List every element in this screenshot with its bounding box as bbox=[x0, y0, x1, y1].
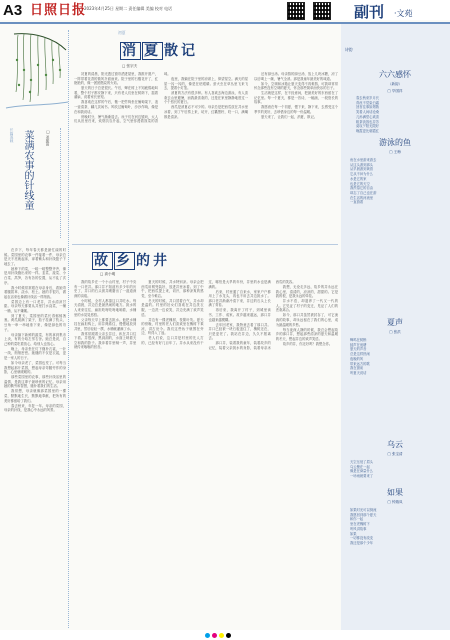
poem-line: 天空压低了眉头 bbox=[350, 460, 374, 464]
willow-illustration bbox=[4, 30, 70, 110]
left-column-body: 在乡下，每年春天都是最忙碌的时候。菜园里的农事一件接着一件，母亲总是天不亮就起床，拿着锄头和针线篮子下地去了。 她种下的菜，一畦一畦整整齐齐，像是用针线缝出来的一样。韭菜、菠菜、小白菜、莴笋，各有各的位置，从不乱了次序。 我小时候常常跟在母亲身后，看她弯着腰拔草、浇水、松土。她的手很巧，做起农活来也像做针线活一样细致。 菜园边上有一口老井，井水清凉甘甜。母亲每天都要从井里打水浇菜，一桶一桶，从不嫌累。 到了夏天，菜园里的菜长得郁郁葱葱。黄瓜爬满了架子，茄子挂满了枝头，豆角一串一串地垂下来，像是绿色的帘子。 母亲摘下新鲜的蔬菜，有的拿到集市上卖，有的分给左邻右舍。她总是说，自己种的菜吃着放心，给别人也放心。 晚上，母亲坐在灯下缝补衣裳，一针一线，细细密密。她缝的不仅是衣裳，更是一家人的日子。 如今母亲老了，菜园也荒了。可每当我想起那片菜园，想起母亲弯腰劳作的身影，心里就暖暖的。 那些菜园里的农事，那些针线活里的温情，是我这辈子最珍贵的记忆。母亲用她的勤劳和智慧，缝补着我们的生活。 我常想，母亲就像那菜园里的一棵菜，默默地生长，默默地奉献，把所有的美好都留给了我们。 春去秋来，年复一年。母亲的菜园，母亲的针线，是我心中永远的风景。 bbox=[4, 248, 66, 413]
color-mark bbox=[226, 633, 231, 638]
poem-line: 蝉鸣在树梢 bbox=[350, 338, 367, 342]
poem-line: 鱼在水里游来游去 bbox=[350, 158, 377, 162]
poem-author: □ 钟瑞凤 bbox=[387, 500, 403, 504]
poem-line: 儿孙满堂心欢喜 bbox=[356, 114, 380, 119]
poem-line: 我羡慕它的自由 bbox=[350, 186, 374, 191]
poem-line: 回首往事如烟散 bbox=[356, 105, 380, 110]
top-article-author: □ 张宗夫 bbox=[122, 64, 138, 68]
poem-line: 和你一起 bbox=[350, 517, 364, 522]
main-article-author: □ 高小明 bbox=[100, 272, 116, 276]
main-article-title bbox=[92, 252, 170, 270]
left-column-tag: 长篇连载 bbox=[10, 128, 14, 143]
column-divider bbox=[68, 30, 69, 628]
poem-line: 也是它的天空 bbox=[350, 181, 370, 186]
poem-line: 一场雨就要来了 bbox=[350, 474, 374, 479]
poem-line: 夏天的声音 bbox=[350, 347, 367, 352]
poem-lines bbox=[350, 460, 373, 479]
article-separator bbox=[72, 244, 338, 245]
left-illustration bbox=[4, 30, 70, 110]
title-char: 的 bbox=[136, 253, 153, 269]
poem-line: 夜晚的风 bbox=[350, 356, 364, 361]
page-label: A3 bbox=[3, 2, 23, 19]
color-mark bbox=[219, 633, 224, 638]
poem-line: 带来远方的歌 bbox=[350, 361, 370, 366]
poem-line: 我愿回到那个夏天 bbox=[350, 512, 377, 517]
title-char: 消 bbox=[122, 43, 139, 59]
poem-line: 一直游着 bbox=[350, 200, 364, 205]
left-column-title: 菜满农事的针线童 bbox=[22, 130, 33, 210]
poem-lines bbox=[350, 158, 376, 205]
top-article-title bbox=[120, 42, 198, 60]
sidebar-label: 诗韵 bbox=[345, 47, 353, 52]
poem-subtitle: （新韵） bbox=[388, 82, 402, 86]
poem-line: 乌云聚在一起 bbox=[350, 464, 370, 469]
poem-line: 笑看人间话沧桑 bbox=[356, 110, 380, 115]
poem-line: 我还是那个少年 bbox=[350, 540, 374, 545]
title-char: 井 bbox=[153, 253, 170, 269]
poem-line: 青丝不觉染白霜 bbox=[356, 100, 380, 105]
poem-line: 听风讲故事 bbox=[350, 526, 367, 531]
color-mark bbox=[212, 633, 217, 638]
poem-title: 乌云 bbox=[387, 440, 403, 449]
poem-line: 在生活的河流里 bbox=[350, 195, 374, 200]
poem-title: 夏声 bbox=[387, 318, 403, 327]
poem-lines bbox=[356, 96, 379, 134]
poem-line: 它从不问为什么 bbox=[350, 172, 374, 177]
poem-line: 像是在商量什么 bbox=[350, 469, 374, 474]
title-char: 乡 bbox=[116, 253, 133, 269]
qr-code-icon bbox=[313, 2, 331, 20]
poem-line: 晚霞更比朝霞红 bbox=[356, 128, 380, 133]
color-mark bbox=[205, 633, 210, 638]
header-meta: 2023年4月25日 星期二 责任编辑 美编 校对 电话 bbox=[84, 6, 173, 11]
poem-author: □ 张洪 bbox=[389, 330, 401, 334]
top-article-body: 初夏的清晨，阳光透过窗帘洒进屋里，我推开窗户，一阵带着花香的微风扑面而来。院子里的石榴花开了，红艳艳的，像一团团燃烧的火焰。 夏天的日子总是很长。午后，蝉在树上不知疲倦地叫着，整个村子都安静下来，只有老人们坐在树荫下，摇着蒲扇，说着家长里短。 我喜欢在这样的午后，搬一把竹椅坐在葡萄架下，泡一壶清茶，翻几页闲书。风吹过葡萄叶，沙沙作响，像是在和我说话。 傍晚时分，暑气渐渐退去。孩子们在河边嬉戏，大人们从田里归来，炊烟袅袅升起，空气里弥漫着饭菜的香味。 夜里，我躺在院子里的凉席上，仰望星空。满天的星星一闪一闪的，像是在眨眼睛。萤火虫在草丛里飞来飞去，提着小灯笼。 消夏的方法有很多种。有人喜欢去海边游泳，有人喜欢去山里避暑，而我最喜欢的，还是在家里静静地度过一个个悠长的夏日。 西瓜是消夏必不可少的。母亲总是把西瓜放在井水里冰着，到了午后捞上来，切开，红瓤黑籽，咬一口，满嘴都是清凉。 还有绿豆汤。母亲熬的绿豆汤，放上几块冰糖，凉了以后喝上一碗，暑气全消。那是我童年最美好的味道。 如今，空调和冰箱让夏天变得不再难熬，可我却常常怀念那些没有空调的夏天，怀念那些简单而快乐的日子。 生活就是这样，在不经意间，把最美好的东西留在了记忆里。每一个夏天，都是一首诗，一幅画，一段悠长的故事。 我愿意在每一个初夏，慢下来，静下来，去感受这个季节的美好，去珍惜身边的每一份温暖。 夏天来了，让我们一起，消夏，散记。 bbox=[74, 72, 338, 124]
poem-line: 如果 bbox=[350, 531, 357, 536]
section-subtitle: ·文苑 bbox=[394, 9, 413, 18]
poem-title: 游泳的鱼 bbox=[379, 138, 411, 147]
poem-line: 粗茶淡饭也芬芳 bbox=[356, 119, 380, 124]
qr-code-icon bbox=[287, 2, 305, 20]
title-char: 记 bbox=[181, 43, 198, 59]
poem-line: 水是它的家 bbox=[350, 176, 367, 181]
poem-line: 却忘了自己也在游 bbox=[350, 190, 377, 195]
poem-lines bbox=[350, 338, 370, 376]
top-article-kicker: 初夏 bbox=[118, 30, 126, 35]
poem-line: 如果时光可以倒流 bbox=[350, 508, 377, 512]
poem-line: 从早晨游到黄昏 bbox=[350, 167, 374, 172]
main-article-body: 我的故乡在一个小山村里，村子中央有一口老井。那口井不知道有多少年的历史了，井口的石头被井绳磨出了一道道深深的沟痕。 小时候，全村人都靠这口井吃水。每天清晨，井边总是最热闹的地方。挑水的人来来往往，扁担吱呀吱呀地响着，水桶里的水晃晃悠悠。 父亲每天早上都要去挑水。他把水桶挂在扁担钩上，用井绳系住，慢慢地放到井里，然后轻轻一摆，水桶就灌满了水。 我常常跟着父亲去井边，趴在井口往下看。井很深，黑洞洞的，水面上映着天空和我的影子。我冲着井里喊一声，井里就传来嗡嗡的回音。 夏天的时候，井水特别凉。母亲会把西瓜用网兜装好，放进井里冰着。到了中午，把西瓜提上来，切开，那种凉爽的感觉，至今难忘。 冬天的时候，井口冒着白气，井水却是温的。村里的妇女们喜欢在井边洗衣服，一边洗一边说笑，井边充满了欢声笑语。 井边有一棵老槐树，枝繁叶茂。夏天的傍晚，村里的老人们喜欢坐在槐树下乘凉，讲古论今。我们这些孩子就围在旁边，听得入了迷。 老人们说，这口井是村里的先人打的，已经有好几百年了。井水从来没有干过，哪怕是大旱的年份，井里的水也是满满的。 后来，村里通了自来水，家家户户都用上了水龙头，再也不用去井边挑水了。那口老井渐渐冷清下来，井边的石头上长满了青苔。 再后来，我离开了村子，到城里读书、工作、成家。故乡越来越远，那口井也越来越模糊。 去年回老家，我特意去看了那口井。井口已经被一块石板盖住了，槐树还在，只是更老了。我站在井边，久久不愿离去。 那口井，装着我的童年，装着故乡的记忆，装着父亲挑水的身影，装着母亲冰西瓜的笑容。 我想，无论走多远，故乡的井永远在我心里，清清的，凉凉的，甜甜的。它是我的根，是我永远的牵挂。 井水不语，却滋养了一代又一代的人。它见证了村子的变迁，见证了人们的悲欢离合。 如今，那口井虽然被封存了，可它流淌的故事，却永远留在了我们的心里，成为最温暖的乡愁。 每当夜深人静的时候，我总会想起故乡的那口井，想起那些清凉的夏天和温暖的冬天，想起井边的欢声笑语。 故乡的井，你还好吗？我想念你。 bbox=[74, 280, 338, 350]
poem-line: 春去秋来岁月长 bbox=[356, 96, 380, 100]
poem-lines bbox=[350, 508, 376, 546]
title-char: 故 bbox=[94, 253, 111, 269]
poem-line: 从这头游到那头 bbox=[350, 162, 374, 167]
poem-author: □ 张宝清 bbox=[387, 452, 403, 456]
poem-line: 一切都没有改变 bbox=[350, 536, 374, 541]
left-column-author: □ 邓振田 bbox=[46, 130, 50, 146]
poem-line: 蛙声在池塘 bbox=[350, 342, 367, 347]
poem-author: □ 毕国祥 bbox=[387, 89, 403, 93]
section-title: 副刊 bbox=[354, 3, 385, 21]
footer-bar bbox=[0, 630, 450, 640]
poem-line: 总是这样热闹 bbox=[350, 352, 370, 357]
left-divider bbox=[60, 128, 61, 238]
paper-name: 日照日报 bbox=[30, 3, 87, 18]
poem-author: □ 王梅 bbox=[389, 150, 401, 154]
poem-title: 六六感怀 bbox=[379, 70, 411, 79]
title-char: 夏 bbox=[144, 43, 161, 59]
title-char: 散 bbox=[164, 43, 181, 59]
poem-title: 如果 bbox=[387, 488, 403, 497]
poem-line: 坐在老槐树下 bbox=[350, 522, 370, 527]
poem-line: 莫叹夕阳无限好 bbox=[356, 124, 380, 129]
poem-line: 我在窗前 bbox=[350, 366, 364, 371]
poem-line: 听夏天说话 bbox=[350, 370, 367, 375]
